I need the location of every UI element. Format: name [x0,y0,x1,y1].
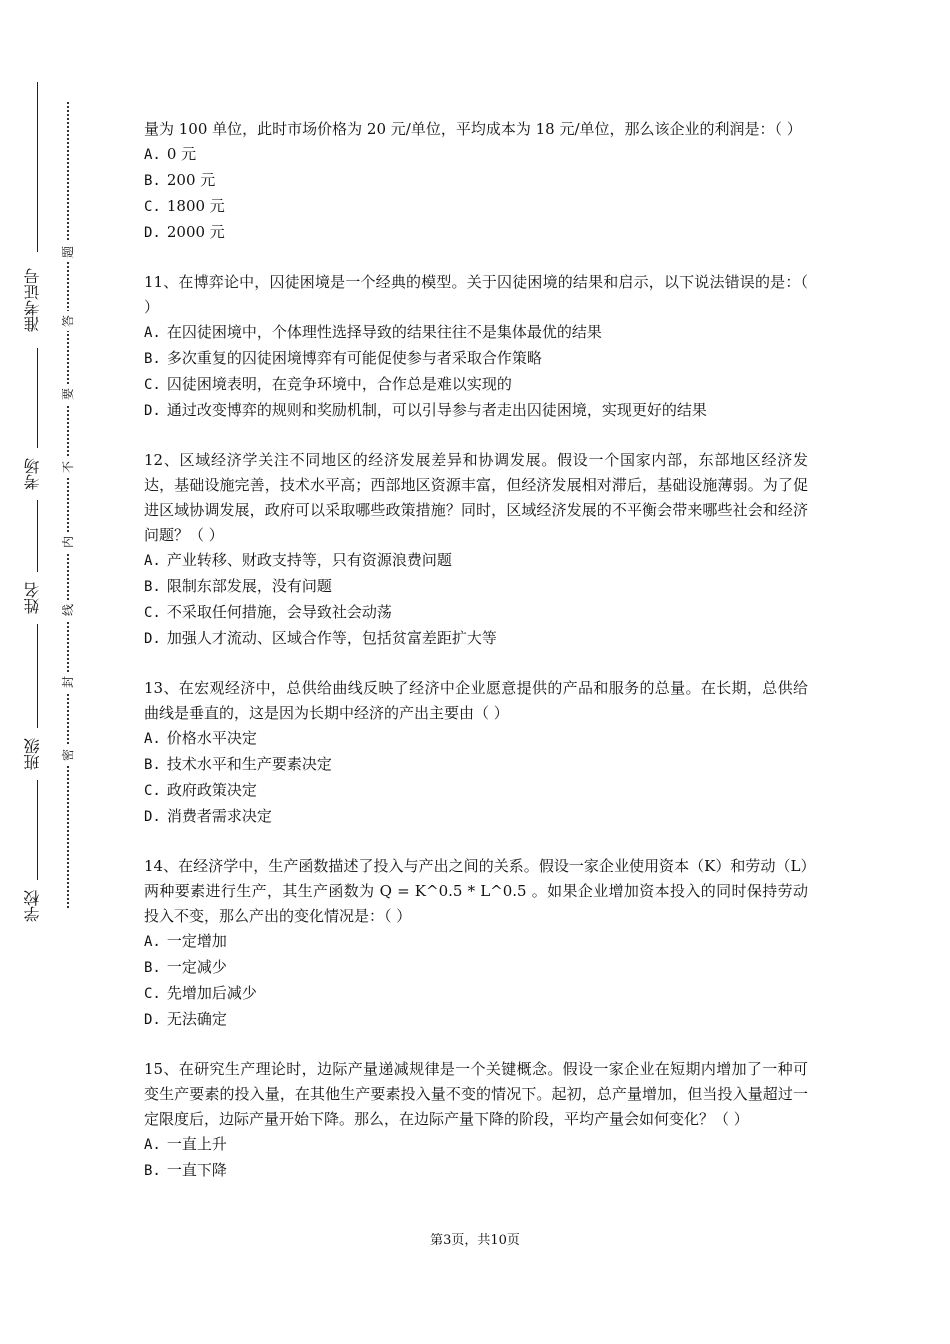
line-class [37,624,38,728]
option-text: 一直下降 [166,1161,227,1179]
option-text: 价格水平决定 [166,729,257,747]
question-item [144,117,808,246]
seal-char: 内 [58,532,78,552]
question-stem: 14、在经济学中，生产函数描述了投入与产出之间的关系。假设一家企业使用资本（K）和劳动（L）两种要素进行生产，其生产函数为 Q = K^0.5 * L^0.5 。如果企业增加资本投入的同时保持劳动投入不变，那么产出的变化情况是：（ ） [144,857,808,925]
option-b [144,752,808,778]
option-c [144,600,808,626]
question-item [144,676,808,830]
line-name [37,500,38,572]
option-text: 技术水平和生产要素决定 [166,755,332,773]
option-b [144,346,808,372]
option-a [144,726,808,752]
option-text: 囚徒困境表明，在竞争环境中，合作总是难以实现的 [166,375,512,393]
seal-char: 线 [58,600,78,620]
question-stem: 11、在博弈论中，囚徒困境是一个经典的模型。关于囚徒困境的结果和启示，以下说法错误的是：（ ） [144,273,808,316]
option-key: A. [144,934,161,950]
option-key: C. [144,377,161,393]
option-d [144,626,808,652]
option-key: A. [144,1137,161,1153]
question-item [144,448,808,652]
option-b [144,168,808,194]
option-key: A. [144,147,161,163]
option-key: D. [144,631,161,647]
option-key: C. [144,199,161,215]
question-stem: 15、在研究生产理论时，边际产量递减规律是一个关键概念。假设一家企业在短期内增加了一种可变生产要素的投入量，在其他生产要素投入量不变的情况下。起初，总产量增加，但当投入量超过一定限度后，边际产量开始下降。那么，在边际产量下降的阶段，平均产量会如何变化？（ ） [144,1060,808,1128]
option-key: B. [144,960,161,976]
option-a [144,142,808,168]
option-a [144,929,808,955]
option-key: B. [144,757,161,773]
option-key: B. [144,351,161,367]
option-c [144,778,808,804]
option-text: 1800 元 [166,197,225,215]
question-item [144,1057,808,1184]
option-b [144,955,808,981]
option-text: 产业转移、财政支持等，只有资源浪费问题 [166,551,452,569]
label-school: 学校 [23,890,42,922]
question-list [144,117,808,1208]
question-stem: 量为 100 单位，此时市场价格为 20 元/单位，平均成本为 18 元/单位，那么该企业的利润是：（ ） [144,120,802,138]
option-text: 限制东部发展，没有问题 [166,577,332,595]
label-class: 班级 [23,738,42,770]
option-text: 政府政策决定 [166,781,257,799]
option-text: 加强人才流动、区域合作等，包括贫富差距扩大等 [166,629,497,647]
question-item [144,270,808,424]
option-key: B. [144,579,161,595]
option-key: C. [144,986,161,1002]
option-a [144,320,808,346]
label-name: 姓名 [23,582,42,614]
option-d [144,398,808,424]
option-key: D. [144,809,161,825]
option-c [144,194,808,220]
option-text: 消费者需求决定 [166,807,272,825]
question-item [144,854,808,1033]
option-key: D. [144,225,161,241]
option-d [144,1007,808,1033]
option-key: A. [144,325,161,341]
line-school [37,780,38,880]
option-text: 一定增加 [166,932,227,950]
option-b [144,574,808,600]
option-c [144,981,808,1007]
option-text: 一定减少 [166,958,227,976]
option-d [144,220,808,246]
question-stem: 13、在宏观经济中，总供给曲线反映了经济中企业愿意提供的产品和服务的总量。在长期，总供给曲线是垂直的，这是因为长期中经济的产出主要由（ ） [144,679,808,722]
option-a [144,1132,808,1158]
line-exam-id [37,82,38,252]
option-text: 在囚徒困境中，个体理性选择导致的结果往往不是集体最优的结果 [166,323,602,341]
option-text: 2000 元 [166,223,225,241]
option-text: 多次重复的囚徒困境博弈有可能促使参与者采取合作策略 [166,349,542,367]
option-text: 一直上升 [166,1135,227,1153]
option-key: C. [144,605,161,621]
option-a [144,548,808,574]
option-key: A. [144,731,161,747]
seal-char: 答 [58,311,78,331]
option-b [144,1158,808,1184]
option-key: D. [144,1012,161,1028]
label-exam-room: 考场 [23,458,42,490]
option-key: A. [144,553,161,569]
question-stem: 12、区域经济学关注不同地区的经济发展差异和协调发展。假设一个国家内部，东部地区经济发达，基础设施完善，技术水平高；西部地区资源丰富，但经济发展相对滞后，基础设施薄弱。为了促进区域协调发展，政府可以采取哪些政策措施？同时，区域经济发展的不平衡会带来哪些社会和经济问题？（ ） [144,451,808,544]
option-text: 通过改变博弈的规则和奖励机制，可以引导参与者走出囚徒困境，实现更好的结果 [166,401,707,419]
option-key: D. [144,403,161,419]
seal-char: 封 [58,672,78,692]
line-exam-room [37,348,38,448]
option-text: 不采取任何措施，会导致社会动荡 [166,603,392,621]
page-number: 第3页，共10页 [430,1233,520,1248]
binding-margin [0,0,75,1344]
option-text: 先增加后减少 [166,984,257,1002]
seal-char: 要 [58,384,78,404]
option-text: 0 元 [166,145,197,163]
seal-char: 密 [58,745,78,765]
seal-char: 题 [58,242,78,262]
label-exam-id: 准考证号 [23,268,42,332]
option-key: B. [144,1163,161,1179]
seal-char: 不 [58,457,78,477]
option-c [144,372,808,398]
seal-dotted-line [67,102,69,908]
option-d [144,804,808,830]
option-text: 200 元 [166,171,216,189]
option-text: 无法确定 [166,1010,227,1028]
option-key: C. [144,783,161,799]
option-key: B. [144,173,161,189]
